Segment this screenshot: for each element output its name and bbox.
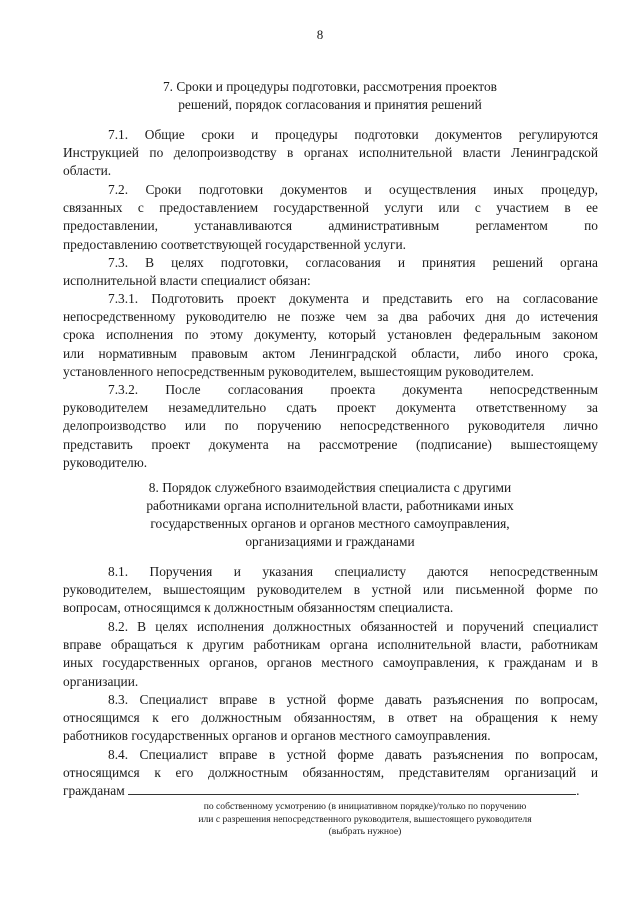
text-line: работников государственных органов и органов местного самоуправления. (63, 728, 491, 744)
heading-line: решений, порядок согласования и принятия решений (178, 97, 482, 112)
footnote-line: или с разрешения непосредственного руководителя, вышестоящего руководителя (198, 813, 532, 825)
text-line: руководителем, вышестоящим руководителем в устной или письменной форме по (63, 582, 598, 598)
heading-line: организациями и гражданами (245, 534, 415, 549)
text-line: организации. (63, 673, 139, 689)
text-line: предоставлению соответствующей государственной услуги. (63, 236, 406, 252)
text-line: иных государственных органов, органов местного самоуправления, к гражданам и в (63, 655, 598, 671)
paragraph-8-3 (63, 691, 598, 746)
paragraph-8-1 (63, 563, 598, 618)
text-line (63, 782, 598, 800)
text-fragment: гражданам (63, 783, 125, 799)
blank-line-footnote (150, 801, 580, 839)
section-8-heading (60, 479, 600, 551)
text-line: вправе обращаться к другим работникам органа исполнительной власти, работникам (63, 637, 598, 653)
text-line: связанных с предоставлением государственной услуги или с участием в ее (63, 200, 598, 216)
text-line: предоставлении, устанавливаются административным регламентом по (63, 218, 598, 234)
text-line: области. (63, 163, 112, 179)
text-line: или нормативным правовым актом Ленинградской области, либо иного срока, (63, 345, 598, 361)
text-line: представить проект документа на рассмотрение (подписание) вышестоящему (63, 436, 598, 452)
text-line: вопросам, относящимся к должностным обязанностям специалиста. (63, 600, 454, 616)
paragraph-8-4 (63, 746, 598, 801)
section-7-heading (60, 78, 600, 114)
text-line: 7.2. Сроки подготовки документов и осуществления иных процедур, (108, 182, 598, 197)
text-line: непосредственному руководителю не позже чем за два рабочих дня до истечения (63, 309, 598, 325)
text-line: 7.3. В целях подготовки, согласования и принятия решений органа (108, 255, 598, 270)
text-line: 8.2. В целях исполнения должностных обязанностей и поручений специалист (108, 619, 598, 634)
heading-line: 8. Порядок служебного взаимодействия специалиста с другими (148, 480, 512, 495)
text-line: Инструкцией по делопроизводству в органах исполнительной власти Ленинградской (63, 145, 598, 161)
text-fragment: . (576, 783, 580, 799)
text-line: 7.3.1. Подготовить проект документа и представить его на согласование (108, 291, 598, 306)
text-line: руководителем незамедлительно сдать проект документа ответственному за (63, 400, 598, 416)
text-line: 8.4. Специалист вправе в устной форме давать разъяснения по вопросам, (108, 747, 598, 762)
paragraph-7-2 (63, 181, 598, 254)
fill-in-blank-line (128, 783, 576, 795)
text-line: срока исполнения по этому документу, который установлен федеральным законом (63, 327, 598, 343)
paragraph-7-3-2 (63, 381, 598, 472)
text-line: 7.1. Общие сроки и процедуры подготовки документов регулируются (108, 127, 598, 142)
paragraph-7-1 (63, 126, 598, 181)
page-number: 8 (316, 27, 324, 42)
paragraph-8-2 (63, 618, 598, 691)
text-line: делопроизводство или по поручению непосредственного руководителя лично (63, 418, 598, 434)
text-line: 8.1. Поручения и указания специалисту даются непосредственным (108, 564, 598, 579)
text-line: относящимся к его должностным обязанностям, в ответ на обращения к нему (63, 710, 598, 726)
heading-line: государственных органов и органов местного самоуправления, (150, 516, 510, 531)
text-line: относящимся к его должностным обязанностям, представителям организаций и (63, 765, 598, 781)
footnote-line: (выбрать нужное) (328, 826, 402, 838)
paragraph-7-3 (63, 254, 598, 290)
paragraph-7-3-1 (63, 290, 598, 381)
heading-line: 7. Сроки и процедуры подготовки, рассмотрения проектов (162, 79, 497, 94)
heading-line: работниками органа исполнительной власти, работниками иных (146, 498, 514, 513)
text-line: установленного непосредственным руководителем, вышестоящим руководителем. (63, 363, 534, 379)
footnote-line: по собственному усмотрению (в инициативном порядке)/только по поручению (203, 801, 527, 812)
text-line: 7.3.2. После согласования проекта документа непосредственным (108, 382, 598, 397)
text-line: исполнительной власти специалист обязан: (63, 273, 311, 289)
text-line: 8.3. Специалист вправе в устной форме давать разъяснения по вопросам, (108, 692, 598, 707)
text-line: руководителю. (63, 454, 148, 470)
